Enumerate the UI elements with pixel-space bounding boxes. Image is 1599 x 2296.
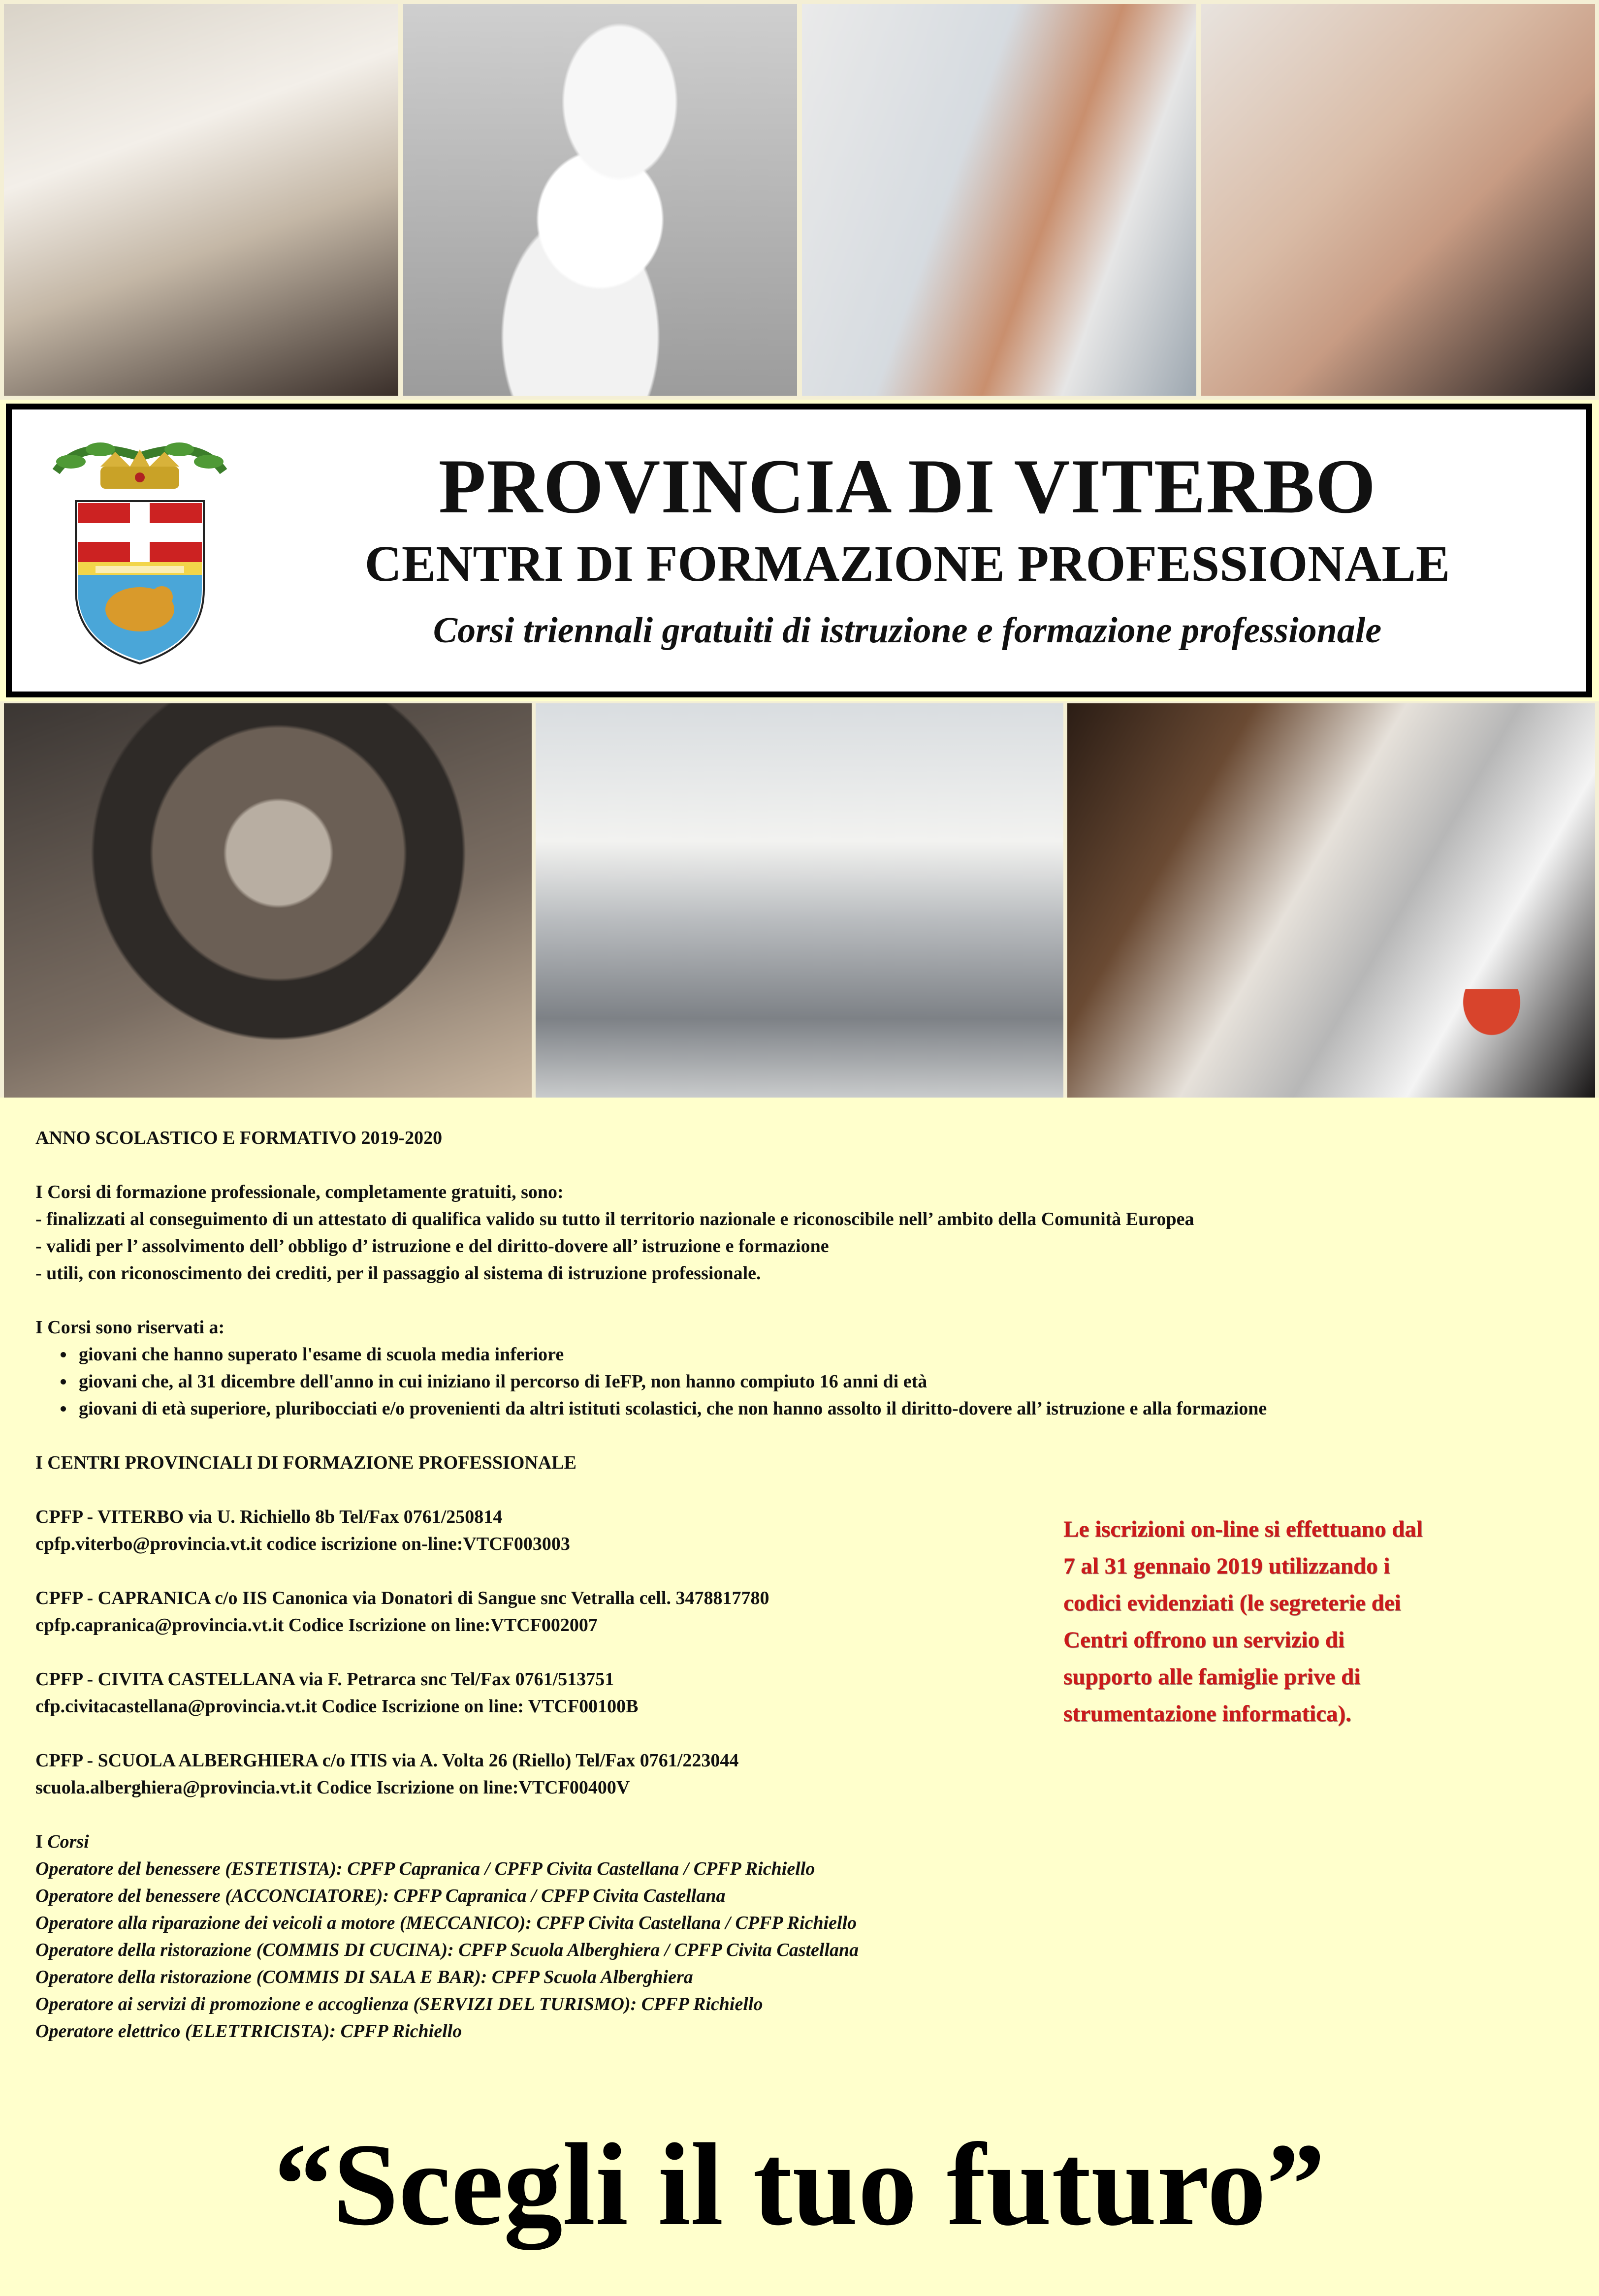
center-address: CPFP - CAPRANICA c/o IIS Canonica via Donatori di Sangue snc Vetralla cell. 3478817780 <box>35 1588 769 1608</box>
page-tagline: Corsi triennali gratuiti di istruzione e formazione professionale <box>433 610 1382 651</box>
course-item: Operatore del benessere (ACCONCIATORE): CPFP Capranica / CPFP Civita Castellana <box>35 1886 726 1906</box>
centers-heading: I CENTRI PROVINCIALI DI FORMAZIONE PROFESSIONALE <box>35 1452 576 1473</box>
title-block <box>248 409 1567 652</box>
enrollment-notice: Le iscrizioni on-line si effettuano dal 7 al 31 gennaio 2019 utilizzando i codici evidenziati (le segreterie dei Centri offrono un servizio di supporto alle famiglie prive di strumentazione informatica). <box>1063 1516 1423 1727</box>
course-item: Operatore ai servizi di promozione e accoglienza (SERVIZI DEL TURISMO): CPFP Richiello <box>35 1994 763 2014</box>
title-box <box>6 404 1592 697</box>
intro-lead: I Corsi di formazione professionale, completamente gratuiti, sono: <box>35 1182 564 1202</box>
eligibility-item: • giovani di età superiore, pluribocciati e/o provenienti da altri istituti scolastici, che non hanno assolto il diritto-dovere all’ istruzione e alla formazione <box>75 1395 1562 1422</box>
page-title: PROVINCIA DI VITERBO <box>438 443 1376 530</box>
center-address: CPFP - SCUOLA ALBERGHIERA c/o ITIS via A. Volta 26 (Riello) Tel/Fax 0761/223044 <box>35 1750 739 1771</box>
photo-electrical-panel <box>802 4 1196 396</box>
courses-heading: I Corsi <box>35 1831 89 1852</box>
course-item: Operatore alla riparazione dei veicoli a motore (MECCANICO): CPFP Civita Castellana / CPFP Richiello <box>35 1913 857 1933</box>
course-item: Operatore della ristorazione (COMMIS DI SALA E BAR): CPFP Scuola Alberghiera <box>35 1967 693 1987</box>
eligibility-lead: I Corsi sono riservati a: <box>35 1317 225 1338</box>
slogan: “Scegli il tuo futuro” <box>274 2119 1325 2250</box>
center-address: CPFP - CIVITA CASTELLANA via F. Petrarca snc Tel/Fax 0761/513751 <box>35 1669 614 1690</box>
eligibility-item: • giovani che hanno superato l'esame di scuola media inferiore <box>75 1341 1562 1368</box>
photo-beauty-treatment <box>1201 4 1596 396</box>
page-subtitle: CENTRI DI FORMAZIONE PROFESSIONALE <box>364 535 1450 592</box>
center-email: cpfp.capranica@provincia.vt.it Codice Iscrizione on line:VTCF002007 <box>35 1615 598 1636</box>
eligibility-list <box>35 1341 1562 1422</box>
photo-hairdressing-class <box>4 4 398 396</box>
intro-point: - utili, con riconoscimento dei crediti, per il passaggio al sistema di istruzione professionale. <box>35 1263 761 1284</box>
cocktail-glass <box>1447 989 1536 1053</box>
center-address: CPFP - VITERBO via U. Richiello 8b Tel/Fax 0761/250814 <box>35 1507 503 1527</box>
course-item: Operatore della ristorazione (COMMIS DI CUCINA): CPFP Scuola Alberghiera / CPFP Civita Castellana <box>35 1940 859 1960</box>
province-crest-logo <box>41 427 238 673</box>
eligibility-item: • giovani che, al 31 dicembre dell'anno in cui iniziano il percorso di IeFP, non hanno compiuto 16 anni di età <box>75 1368 1562 1395</box>
course-item: Operatore del benessere (ESTETISTA): CPFP Capranica / CPFP Civita Castellana / CPFP Richiello <box>35 1858 815 1879</box>
intro-point: - validi per l’ assolvimento dell’ obbligo d’ istruzione e del diritto-dovere all’ istruzione e formazione <box>35 1236 829 1257</box>
center-email: cfp.civitacastellana@provincia.vt.it Codice Iscrizione on line: VTCF00100B <box>35 1696 639 1717</box>
course-item: Operatore elettrico (ELETTRICISTA): CPFP Richiello <box>35 2021 462 2042</box>
intro-point: - finalizzati al conseguimento di un attestato di qualifica valido su tutto il territorio nazionale e riconoscibile nell’ ambito della Comunità Europea <box>35 1209 1194 1229</box>
photo-plated-dishes <box>403 4 798 396</box>
photo-bartender-cocktail <box>1067 703 1595 1098</box>
center-email: scuola.alberghiera@provincia.vt.it Codice Iscrizione on line:VTCF00400V <box>35 1777 630 1798</box>
middle-photo-strip <box>0 701 1599 1098</box>
photo-brake-repair <box>4 703 532 1098</box>
top-photo-strip <box>0 0 1599 400</box>
school-year-heading: ANNO SCOLASTICO E FORMATIVO 2019-2020 <box>35 1128 443 1148</box>
photo-reception-desk <box>536 703 1063 1098</box>
center-email: cpfp.viterbo@provincia.vt.it codice iscrizione on-line:VTCF003003 <box>35 1534 570 1554</box>
